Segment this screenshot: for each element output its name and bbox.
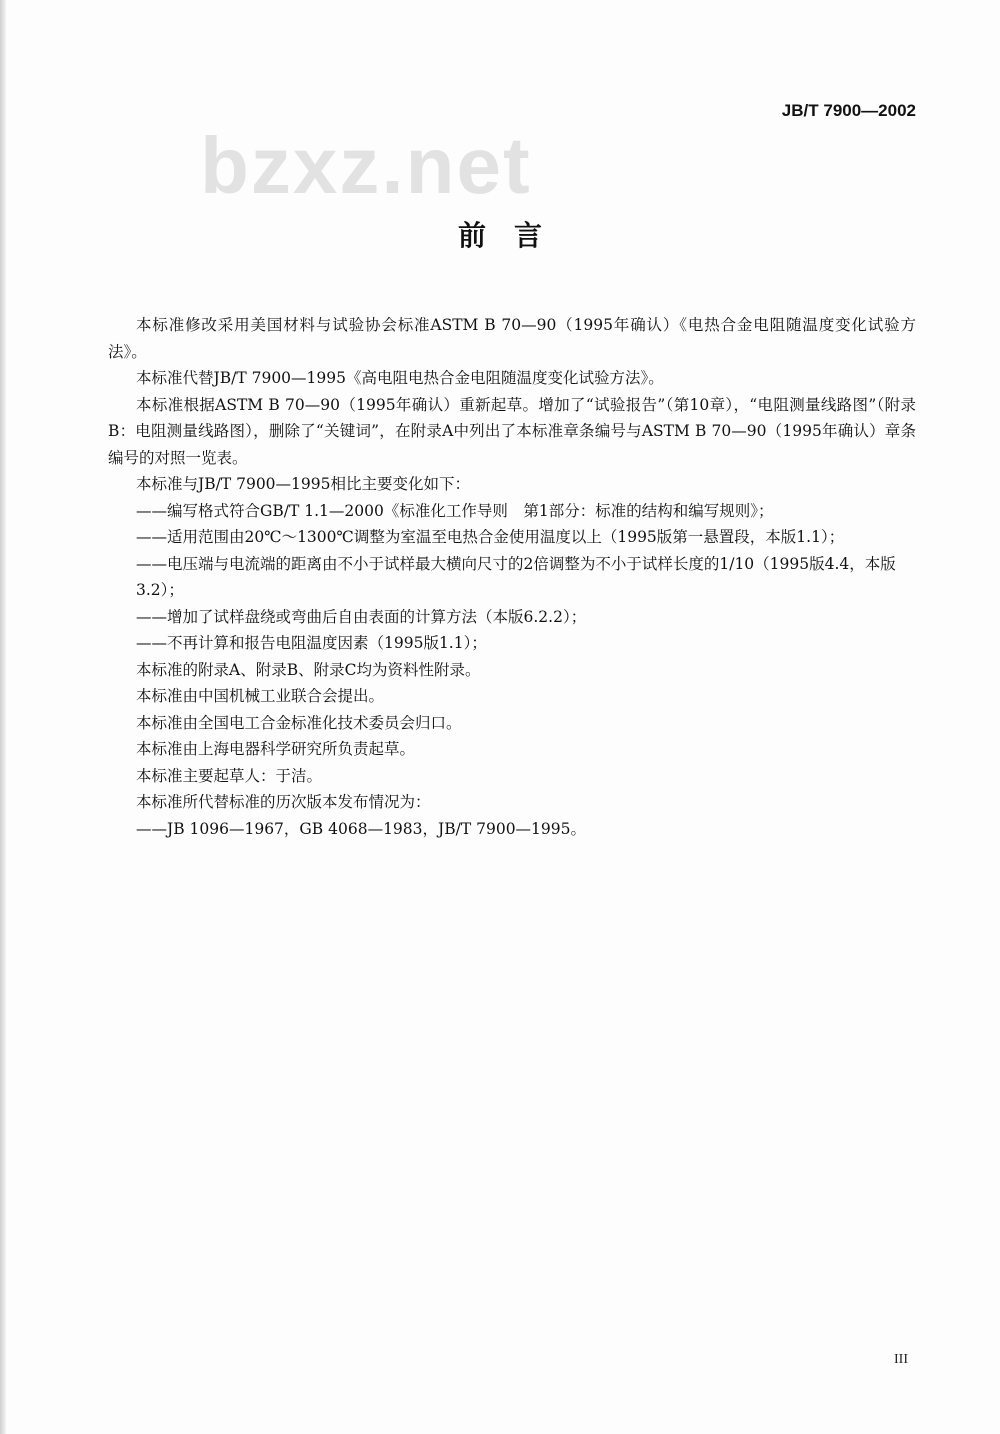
paragraph: 本标准根据ASTM B 70—90（1995年确认）重新起草。增加了“试验报告”（第10章），“电阻测量线路图”（附录B：电阻测量线路图），删除了“关键词”，在附录A中列出了本标准章条编号与ASTM B 70—90（1995年确认）章条编号的对照一览表。: [108, 395, 916, 467]
change-list-item: ——电压端与电流端的距离由不小于试样最大横向尺寸的2倍调整为不小于试样长度的1/10（1995版4.4，本版3.2）；: [136, 554, 896, 599]
paragraph: 本标准主要起草人：于洁。: [136, 766, 323, 785]
watermark: bzxz.net: [200, 121, 532, 210]
page-number: III: [894, 1352, 908, 1367]
paragraph: 本标准由上海电器科学研究所负责起草。: [136, 740, 416, 758]
change-list-item: ——不再计算和报告电阻温度因素（1995版1.1）；: [136, 634, 487, 652]
paragraph: 本标准所代替标准的历次版本发布情况为：: [136, 793, 431, 811]
change-list-item: ——编写格式符合GB/T 1.1—2000《标准化工作导则 第1部分：标准的结构和编写规则》；: [136, 501, 774, 520]
document-code: JB/T 7900—2002: [781, 101, 916, 120]
paragraph: 本标准的附录A、附录B、附录C均为资料性附录。: [136, 660, 481, 679]
change-list-item: ——适用范围由20℃～1300℃调整为室温至电热合金使用温度以上（1995版第一悬置段，本版1.1）；: [136, 528, 845, 546]
paragraph: 本标准代替JB/T 7900—1995《高电阻电热合金电阻随温度变化试验方法》。: [136, 369, 664, 387]
paragraph: 本标准由中国机械工业联合会提出。: [136, 687, 385, 705]
paragraph: 本标准与JB/T 7900—1995相比主要变化如下：: [136, 475, 470, 493]
paragraph: 本标准修改采用美国材料与试验协会标准ASTM B 70—90（1995年确认）《电热合金电阻随温度变化试验方法》。: [108, 316, 916, 361]
change-list-item: ——增加了试样盘绕或弯曲后自由表面的计算方法（本版6.2.2）；: [136, 607, 587, 626]
foreword-body: [108, 312, 916, 842]
version-history-item: ——JB 1096—1967，GB 4068—1983，JB/T 7900—1995。: [136, 819, 586, 838]
page-title: 前言: [457, 219, 570, 252]
paragraph: 本标准由全国电工合金标准化技术委员会归口。: [136, 713, 462, 732]
